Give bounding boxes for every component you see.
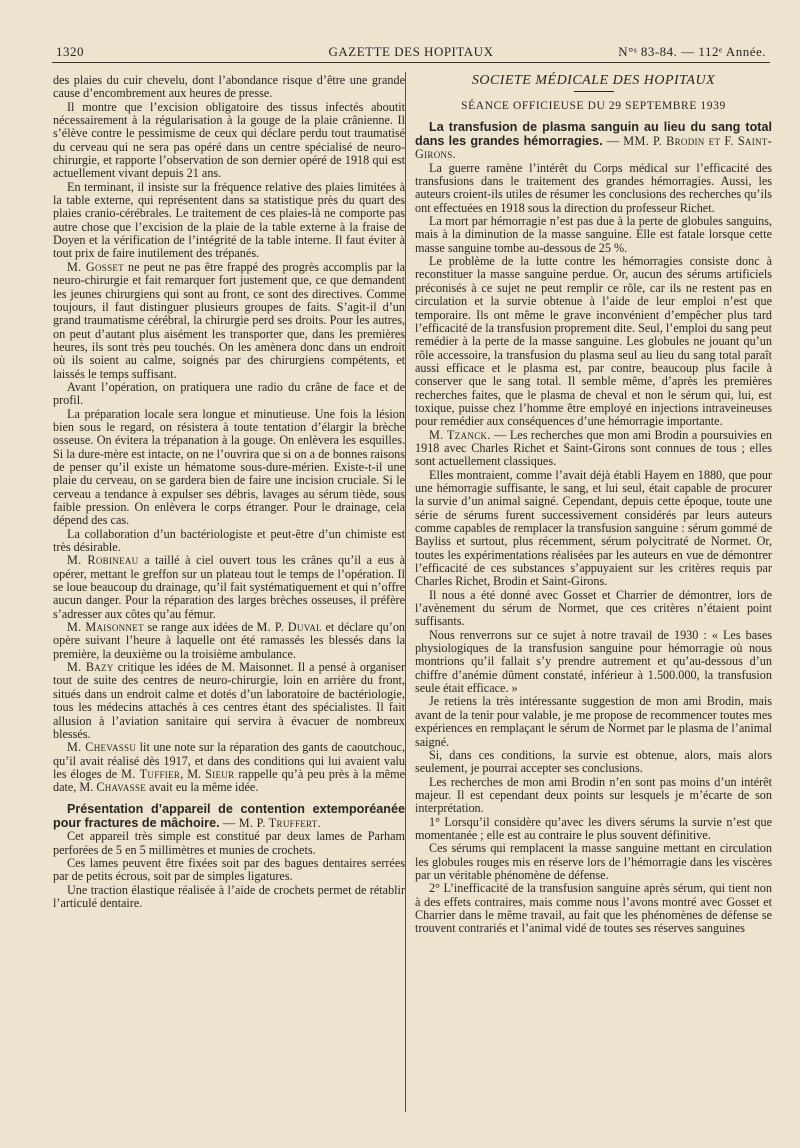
paragraph: [53, 261, 405, 381]
paragraph: [415, 429, 772, 469]
paragraph: Il nous a été donné avec Gosset et Charrier de démontrer, lors de l’avènement du sérum de Normet, que ces critères n’étaient point suffisants.: [415, 587, 772, 629]
paragraph: Je retiens la très intéressante suggestion de mon ami Brodin, mais avant de la tenir pour valable, je me propose de recommencer toutes mes expériences en remplaçant le sérum de Normet par le plasma de l’animal saigné.: [415, 694, 772, 749]
speaker-name: M. Bazy: [67, 660, 114, 675]
article-heading: [53, 802, 405, 831]
paragraph: La préparation locale sera longue et minutieuse. Une fois la lésion bien sous le regard, on résistera à toute tentation d’élargir la brèche osseuse. On évitera la trépanation à la gouge. On enlèvera les esquilles. Si la dure-mère est intacte, on ne l’ouvrira que si on a de bonnes raisons de penser qu’il existe un hématome sous-dure-mérien. Existe-t-il une plaie du cerveau, on se gardera bien de faire une incision cruciale. Si le cerveau a tendance à expulser ses débris, lavages au sérum tiède, sous faible pression. On enlèvera le corps étranger. Pour le drainage, cela dépend des cas.: [53, 406, 405, 528]
paragraph-text: et déclare qu’on opère suivant l’heure à laquelle ont été ramassés les blessés dans la première, la deuxième ou la troisième ambulance.: [53, 620, 406, 661]
paragraph: La collaboration d’un bactériologiste et peut-être d’un chimiste est très désirable.: [53, 526, 405, 555]
speaker-name: M. Tuffier: [121, 766, 181, 781]
paragraph: Avant l’opération, on pratiquera une radio du crâne de face et de profil.: [53, 379, 405, 408]
paragraph: Ces lames peuvent être fixées soit par des bagues dentaires serrées par de petits écrous, soit par de simples ligatures.: [53, 855, 405, 884]
paragraph: Le problème de la lutte contre les hémorragies consiste donc à reconstituer la masse sanguine perdue. Or, aucun des sérums artificiels préconisés à ce sujet ne peut remplir ce rôle, car ils ne restent pas en circulation et la survie obtenue à l’aide de leur emploi n’est que temporaire. Ils ont même le grave inconvénient d’empêcher plus tard l’efficacité de la transfusion proprement dite. Seul, l’emploi du sang peut remédier à la perte de la masse sanguine. Les globules ne jouant qu’un rôle accessoire, la transfusion du plasma seul au lieu du sang total paraît aussi efficace et le plasma est, par contre, beaucoup plus facile à conserver que le sang total. Il semble même, d’après les premières recherches faites, que le plasma de cheval et non le sérum qui, lui, est toxique, puisse chez l’homme être employé en injections intraveineuses pour remédier aux conséquences d’une hémorragie importante.: [415, 254, 772, 429]
speaker-name: M. Robineau: [67, 553, 139, 568]
paragraph: 2° L’inefficacité de la transfusion sanguine après sérum, qui tient non à des effets contraires, mais comme nous l’avons montré avec Gosset et Charrier dans le même travail, au fait que les phénomènes de défense se trouvent contrariés et l’animal vidé de toutes ses réserves sanguines: [415, 881, 772, 936]
paragraph: [53, 661, 405, 741]
paragraph: Une traction élastique réalisée à l’aide de crochets permet de rétablir l’articulé dentaire.: [53, 882, 405, 910]
paragraph: 1° Lorsqu’il considère qu’avec les divers sérums la survie n’est que momentanée ; elle est au contraire le plus souvent définitive.: [415, 814, 772, 842]
speaker-name: M. Tzanck.: [429, 427, 491, 442]
paragraph: des plaies du cuir chevelu, dont l’abondance risque d’être une grande cause d’encombrement aux heures de presse.: [53, 73, 405, 101]
article-heading: [415, 120, 772, 162]
paragraph: Cet appareil très simple est constitué par deux lames de Parham perforées de 5 en 5 millimètres et munies de crochets.: [53, 829, 405, 857]
heading-author: — M. P. Truffert.: [219, 815, 321, 830]
spacer: [53, 795, 405, 802]
paragraph: En terminant, il insiste sur la fréquence relative des plaies limitées à la table externe, qui représentent dans sa statistique près du quart des plaies cranio-cérébrales. Le traitement de ces plaies-là ne comporte pas autre chose que l’excision de la plaie de la table externe à la fraise de Doyen et la vérification de l’intégrité de la table interne. Il faut éviter à tout prix de faire inutilement des trépanés.: [53, 179, 405, 261]
heading-author: — MM. P. Brodin et F. Saint-Girons.: [415, 134, 772, 162]
paragraph-text: ne peut ne pas être frappé des progrès accomplis par la neuro-chirurgie et fait remarquer fort justement que, ce que demandent les jeunes chirurgiens qui sont au front, ce sont des directives. Comme toujours, il faut distinguer plusieurs groupes de faits. S’agit-il d’un grand traumatisme cérébral, la chirurgie perd ses droits. Pour les autres, on peut d’autant plus aisément les transporter que, dans les premières heures, ils sont très peu touchés. On les amènera donc dans un endroit où ils soient au calme, soignés par des chirurgiens compétents, et laissés le temps suffisant.: [53, 259, 406, 381]
heading-text: La transfusion de plasma sanguin au lieu du sang total dans les grandes hémorragies.: [415, 119, 772, 149]
speaker-name: M. Maisonnet: [67, 620, 144, 635]
paragraph: [53, 621, 405, 661]
section-title: SOCIETE MÉDICALE DES HOPITAUX: [471, 73, 716, 88]
paragraph-text: , M.: [180, 766, 206, 781]
paragraph-text: lit une note sur la réparation des gants de caoutchouc, qu’il avait réalisé dès 1917, et dans des conditions qui lui avaient valu les éloges de: [53, 740, 405, 781]
paragraph: Ces sérums qui remplacent la masse sanguine mettant en circulation les globules rouges mis en réserve lors de l’hémorragie dans les viscères par un véritable phénomène de défense.: [415, 841, 772, 882]
speaker-name: M. P. Duval: [256, 620, 322, 635]
right-column: [415, 74, 772, 936]
session-date: SÉANCE OFFICIEUSE DU 29 SEPTEMBRE 1939: [461, 100, 726, 113]
heading-text: Présentation d’appareil de contention extemporéanée pour fractures de mâchoire.: [53, 801, 405, 830]
paragraph-text: avait eu la même idée.: [146, 780, 259, 795]
paragraph: La mort par hémorragie n’est pas due à la perte de globules sanguins, mais à la diminution de la masse sanguine. Elle est fatale lorsque cette masse sanguine tombe au-dessous de 25 %.: [415, 214, 772, 255]
speaker-name: Sieur: [205, 766, 235, 781]
paragraph: La guerre ramène l’intérêt du Corps médical sur l’efficacité des transfusions dans le traitement des grandes hémorragies. Aussi, les auteurs croient-ils utiles de résumer les conclusions des recherches qu’ils ont effectuées en 1918 sous la direction du professeur Richet.: [415, 160, 772, 215]
left-column: [53, 74, 405, 910]
page-number: 1320: [56, 44, 84, 59]
speaker-name: M. Chevassu: [67, 740, 137, 755]
paragraph: Si, dans ces conditions, la survie est obtenue, alors, mais alors seulement, je pourrai accepter ses conclusions.: [415, 747, 772, 776]
speaker-name: Chavasse: [96, 780, 147, 795]
paragraph-text: rappelle qu’à peu près à la même date, M.: [53, 766, 405, 795]
paragraph: Les recherches de mon ami Brodin n’en sont pas moins d’un intérêt majeur. Il est cependant deux points sur lesquels je m’écarte de son interprétation.: [415, 774, 772, 816]
paragraph: [53, 741, 405, 794]
section-divider: [574, 91, 614, 92]
paragraph-text: a taillé à ciel ouvert tous les crânes qu’il a eus à opérer, mettant le greffon sur un plateau tout le temps de l’opération. Il se loue beaucoup du drainage, qu’il fait systématiquement et qui n’offre aucun danger. Pour la réparation des larges brèches osseuses, il préfère s’adresser aux côtes qu’au fémur.: [53, 553, 405, 621]
paragraph-text: se range aux idées de: [143, 620, 257, 635]
paragraph: Elles montraient, comme l’avait déjà établi Hayem en 1880, que pour une hémorragie suffisante, le sang, et lui seul, était capable de procurer la survie d’un animal saigné. Cependant, depuis cette époque, toute une série de sérums furent successivement considérés par leurs auteurs comme capables de remplacer la transfusion sanguine : sérum gommé de Bayliss et surtout, plus récemment, sérum polycitraté de Normet. Or, toutes les expérimentations réalisées par les auteurs en vue de démontrer l’efficacité de ces substances s’appuyaient sur les critères requis par Charles Richet, Brodin et Saint-Girons.: [415, 467, 772, 589]
column-divider: [405, 72, 406, 1112]
paragraph-text: critique les idées de M. Maisonnet. Il a pensé à organiser tout de suite des centres de neuro-chirurgie, loin en arrière du front, situés dans un endroit calme et dotés d’un laboratoire de bactériologie, tous les médecins attachés à ces centres étant des spécialistes. Il fait allusion à l’aviation sanitaire qui servira à évacuer de nombreux blessés.: [53, 660, 405, 741]
paragraph: Il montre que l’excision obligatoire des tissus infectés aboutit nécessairement à la régularisation à la gouge de la plaie crânienne. Il s’élève contre le pessimisme de ceux qui déclare perdu tout traumatisé du cerveau qui ne sera pas opéré dans un centre spécialisé de neuro-chirurgie, et rapporte l’observation de son dernier opéré de 1918 qui est actuellement vivant depuis 21 ans.: [53, 99, 405, 181]
issue-info: N°ˢ 83-84. — 112ᵉ Année.: [618, 44, 766, 59]
speaker-name: M. Gosset: [67, 259, 124, 274]
paragraph-text: — Les recherches que mon ami Brodin a poursuivies en 1918 avec Charles Richet et Saint-Girons sont connues de tous ; elles sont actuellement classiques.: [415, 427, 772, 469]
journal-title: GAZETTE DES HOPITAUX: [328, 44, 494, 59]
paragraph: Nous renverrons sur ce sujet à notre travail de 1930 : « Les bases physiologiques de la transfusion sanguine pour hémorragie où nous montrions qu’il fallait s’y prendre autrement et qu’au-dessous d’un chiffre d’anémie dûment constaté, inférieur à 1.500.000, la transfusion seule était efficace. »: [415, 627, 772, 696]
page-header: [52, 40, 770, 63]
paragraph: [53, 554, 405, 621]
